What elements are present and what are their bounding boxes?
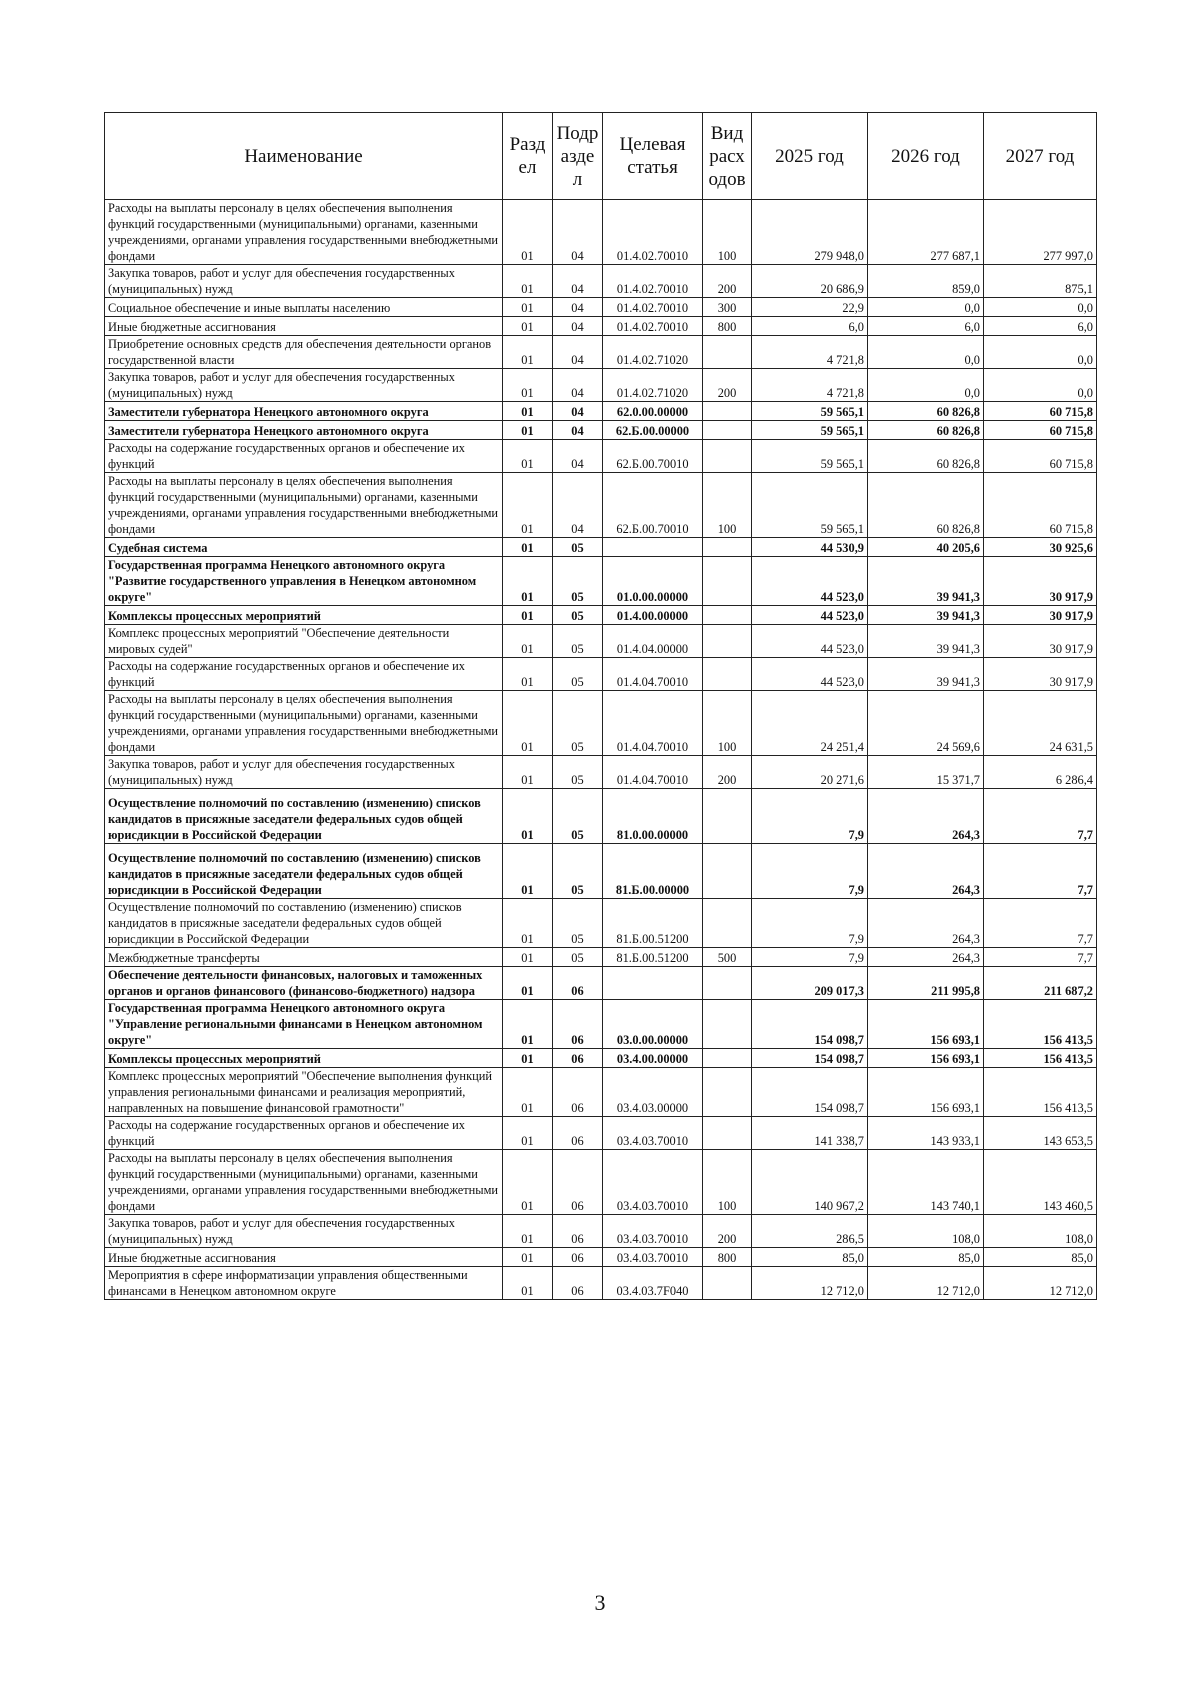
row-expense-type: 300 [703,298,752,317]
row-name: Заместители губернатора Ненецкого автономного округа [105,421,503,440]
table-header-row [105,113,1097,200]
row-name: Иные бюджетные ассигнования [105,317,503,336]
row-target-article: 62.Б.00.00000 [603,421,703,440]
row-value-2027: 60 715,8 [984,473,1097,538]
row-value-2025: 59 565,1 [752,421,868,440]
row-expense-type: 200 [703,265,752,298]
row-name: Закупка товаров, работ и услуг для обеспечения государственных (муниципальных) нужд [105,756,503,789]
row-expense-type [703,1049,752,1068]
row-value-2025: 6,0 [752,317,868,336]
row-section: 01 [503,1068,553,1117]
row-target-article [603,538,703,557]
row-section: 01 [503,789,553,844]
row-name: Межбюджетные трансферты [105,948,503,967]
row-section: 01 [503,298,553,317]
table-row [105,1248,1097,1267]
row-section: 01 [503,1117,553,1150]
row-section: 01 [503,317,553,336]
row-name: Расходы на выплаты персоналу в целях обеспечения выполнения функций государственными (муниципальными) органами, казенными учреждениями, органами управления государственными внебюджетными фондами [105,691,503,756]
row-name: Судебная система [105,538,503,557]
row-value-2026: 859,0 [868,265,984,298]
row-name: Социальное обеспечение и иные выплаты населению [105,298,503,317]
row-value-2027: 60 715,8 [984,421,1097,440]
row-target-article: 01.4.02.70010 [603,200,703,265]
table-row [105,265,1097,298]
row-value-2026: 156 693,1 [868,1068,984,1117]
row-value-2025: 279 948,0 [752,200,868,265]
row-expense-type: 100 [703,691,752,756]
row-value-2026: 39 941,3 [868,658,984,691]
row-value-2025: 12 712,0 [752,1267,868,1300]
row-value-2026: 60 826,8 [868,473,984,538]
row-section: 01 [503,265,553,298]
row-subsection: 04 [553,369,603,402]
header-year-2025: 2025 год [752,113,868,200]
row-name: Мероприятия в сфере информатизации управления общественными финансами в Ненецком автономном округе [105,1267,503,1300]
row-value-2027: 156 413,5 [984,1068,1097,1117]
row-name: Осуществление полномочий по составлению (изменению) списков кандидатов в присяжные заседатели федеральных судов общей юрисдикции в Российской Федерации [105,844,503,899]
row-name: Закупка товаров, работ и услуг для обеспечения государственных (муниципальных) нужд [105,265,503,298]
row-value-2027: 60 715,8 [984,440,1097,473]
row-expense-type [703,967,752,1000]
row-subsection: 05 [553,948,603,967]
row-subsection: 05 [553,658,603,691]
row-section: 01 [503,421,553,440]
row-section: 01 [503,625,553,658]
table-row [105,1000,1097,1049]
table-row [105,369,1097,402]
row-target-article: 81.Б.00.51200 [603,899,703,948]
row-target-article: 01.0.00.00000 [603,557,703,606]
table-row [105,658,1097,691]
row-value-2027: 875,1 [984,265,1097,298]
row-value-2027: 12 712,0 [984,1267,1097,1300]
row-value-2026: 156 693,1 [868,1000,984,1049]
row-name: Закупка товаров, работ и услуг для обеспечения государственных (муниципальных) нужд [105,1215,503,1248]
row-value-2025: 7,9 [752,844,868,899]
table-row [105,1215,1097,1248]
row-value-2025: 4 721,8 [752,369,868,402]
table-body [105,200,1097,1300]
row-subsection: 04 [553,298,603,317]
row-subsection: 06 [553,1000,603,1049]
row-value-2027: 6 286,4 [984,756,1097,789]
row-value-2025: 4 721,8 [752,336,868,369]
row-expense-type [703,1117,752,1150]
row-expense-type [703,899,752,948]
row-target-article: 03.4.03.7F040 [603,1267,703,1300]
row-value-2026: 39 941,3 [868,557,984,606]
header-expense-type: Вид расх одов [703,113,752,200]
row-value-2026: 0,0 [868,336,984,369]
table-row [105,844,1097,899]
row-name: Государственная программа Ненецкого автономного округа "Развитие государственного управления в Ненецком автономном округе" [105,557,503,606]
row-section: 01 [503,1049,553,1068]
row-subsection: 05 [553,538,603,557]
row-target-article: 03.4.03.70010 [603,1117,703,1150]
row-name: Приобретение основных средств для обеспечения деятельности органов государственной власти [105,336,503,369]
row-value-2027: 211 687,2 [984,967,1097,1000]
row-value-2025: 44 523,0 [752,658,868,691]
row-section: 01 [503,440,553,473]
table-row [105,557,1097,606]
row-subsection: 04 [553,265,603,298]
row-subsection: 04 [553,317,603,336]
row-value-2027: 30 917,9 [984,557,1097,606]
row-subsection: 04 [553,402,603,421]
row-value-2026: 0,0 [868,369,984,402]
row-subsection: 06 [553,1068,603,1117]
row-name: Комплексы процессных мероприятий [105,606,503,625]
row-expense-type [703,625,752,658]
table-row [105,200,1097,265]
row-section: 01 [503,844,553,899]
row-subsection: 05 [553,557,603,606]
row-subsection: 05 [553,625,603,658]
row-value-2026: 39 941,3 [868,606,984,625]
table-row [105,1150,1097,1215]
row-value-2025: 20 271,6 [752,756,868,789]
header-subsection: Подр азде л [553,113,603,200]
row-subsection: 05 [553,844,603,899]
row-target-article: 03.4.00.00000 [603,1049,703,1068]
row-name: Заместители губернатора Ненецкого автономного округа [105,402,503,421]
row-value-2025: 209 017,3 [752,967,868,1000]
row-target-article: 01.4.02.70010 [603,265,703,298]
row-subsection: 04 [553,440,603,473]
row-value-2027: 143 460,5 [984,1150,1097,1215]
row-section: 01 [503,538,553,557]
row-name: Осуществление полномочий по составлению (изменению) списков кандидатов в присяжные заседатели федеральных судов общей юрисдикции в Российской Федерации [105,899,503,948]
row-expense-type [703,606,752,625]
row-value-2026: 6,0 [868,317,984,336]
row-value-2027: 30 917,9 [984,625,1097,658]
row-value-2027: 7,7 [984,844,1097,899]
table-row [105,606,1097,625]
row-subsection: 05 [553,691,603,756]
row-section: 01 [503,1248,553,1267]
row-value-2025: 154 098,7 [752,1000,868,1049]
table-row [105,948,1097,967]
row-value-2025: 59 565,1 [752,473,868,538]
row-subsection: 04 [553,473,603,538]
row-target-article: 01.4.04.70010 [603,658,703,691]
header-name: Наименование [105,113,503,200]
header-year-2027: 2027 год [984,113,1097,200]
row-target-article: 62.Б.00.70010 [603,440,703,473]
table-row [105,691,1097,756]
row-value-2025: 44 523,0 [752,557,868,606]
row-subsection: 04 [553,336,603,369]
row-value-2026: 0,0 [868,298,984,317]
row-target-article: 03.4.03.70010 [603,1215,703,1248]
row-section: 01 [503,200,553,265]
row-target-article: 81.Б.00.51200 [603,948,703,967]
row-target-article: 03.4.03.00000 [603,1068,703,1117]
row-target-article: 03.4.03.70010 [603,1248,703,1267]
table-row [105,421,1097,440]
row-value-2026: 277 687,1 [868,200,984,265]
table-row [105,538,1097,557]
row-value-2027: 7,7 [984,948,1097,967]
table-row [105,1068,1097,1117]
row-expense-type [703,421,752,440]
page-number: 3 [594,1590,606,1615]
row-subsection: 06 [553,1267,603,1300]
row-target-article: 01.4.04.70010 [603,691,703,756]
row-value-2025: 141 338,7 [752,1117,868,1150]
row-expense-type: 100 [703,1150,752,1215]
row-section: 01 [503,402,553,421]
row-section: 01 [503,1000,553,1049]
row-value-2026: 12 712,0 [868,1267,984,1300]
row-name: Комплексы процессных мероприятий [105,1049,503,1068]
row-value-2026: 264,3 [868,899,984,948]
row-section: 01 [503,369,553,402]
row-value-2026: 143 740,1 [868,1150,984,1215]
row-value-2027: 0,0 [984,298,1097,317]
row-section: 01 [503,756,553,789]
header-target-article: Целевая статья [603,113,703,200]
row-value-2026: 15 371,7 [868,756,984,789]
row-value-2027: 30 917,9 [984,606,1097,625]
row-value-2027: 30 925,6 [984,538,1097,557]
row-name: Комплекс процессных мероприятий "Обеспечение выполнения функций управления региональными финансами и реализация мероприятий, направленных на повышение финансовой грамотности" [105,1068,503,1117]
row-value-2027: 156 413,5 [984,1000,1097,1049]
row-expense-type: 800 [703,1248,752,1267]
table-row [105,336,1097,369]
row-section: 01 [503,1215,553,1248]
row-name: Расходы на содержание государственных органов и обеспечение их функций [105,1117,503,1150]
row-section: 01 [503,606,553,625]
row-expense-type [703,1267,752,1300]
table-row [105,1267,1097,1300]
row-target-article: 62.Б.00.70010 [603,473,703,538]
row-expense-type [703,1000,752,1049]
row-section: 01 [503,691,553,756]
row-value-2026: 108,0 [868,1215,984,1248]
header-year-2026: 2026 год [868,113,984,200]
row-value-2026: 39 941,3 [868,625,984,658]
row-expense-type [703,440,752,473]
row-name: Расходы на содержание государственных органов и обеспечение их функций [105,440,503,473]
row-section: 01 [503,658,553,691]
row-value-2025: 44 523,0 [752,625,868,658]
row-value-2026: 24 569,6 [868,691,984,756]
row-expense-type [703,538,752,557]
row-expense-type [703,557,752,606]
row-subsection: 05 [553,756,603,789]
row-value-2025: 59 565,1 [752,440,868,473]
row-value-2025: 59 565,1 [752,402,868,421]
row-value-2025: 44 530,9 [752,538,868,557]
row-subsection: 05 [553,789,603,844]
row-subsection: 06 [553,1150,603,1215]
row-expense-type: 200 [703,1215,752,1248]
row-target-article: 01.4.02.70010 [603,317,703,336]
row-value-2025: 85,0 [752,1248,868,1267]
row-value-2027: 24 631,5 [984,691,1097,756]
row-target-article: 01.4.04.00000 [603,625,703,658]
row-value-2026: 143 933,1 [868,1117,984,1150]
row-expense-type: 800 [703,317,752,336]
row-target-article: 01.4.00.00000 [603,606,703,625]
row-name: Иные бюджетные ассигнования [105,1248,503,1267]
table-row [105,899,1097,948]
row-subsection: 05 [553,606,603,625]
row-value-2026: 60 826,8 [868,421,984,440]
row-value-2027: 85,0 [984,1248,1097,1267]
table-row [105,402,1097,421]
row-subsection: 06 [553,967,603,1000]
row-target-article: 01.4.02.71020 [603,336,703,369]
row-name: Осуществление полномочий по составлению (изменению) списков кандидатов в присяжные заседатели федеральных судов общей юрисдикции в Российской Федерации [105,789,503,844]
row-section: 01 [503,473,553,538]
row-subsection: 06 [553,1215,603,1248]
row-name: Закупка товаров, работ и услуг для обеспечения государственных (муниципальных) нужд [105,369,503,402]
row-target-article: 62.0.00.00000 [603,402,703,421]
row-expense-type [703,1068,752,1117]
row-value-2025: 24 251,4 [752,691,868,756]
row-expense-type: 100 [703,200,752,265]
row-name: Обеспечение деятельности финансовых, налоговых и таможенных органов и органов финансового (финансово-бюджетного) надзора [105,967,503,1000]
row-section: 01 [503,1267,553,1300]
row-section: 01 [503,967,553,1000]
row-value-2026: 211 995,8 [868,967,984,1000]
row-value-2025: 154 098,7 [752,1068,868,1117]
row-subsection: 05 [553,899,603,948]
row-value-2026: 60 826,8 [868,402,984,421]
row-value-2026: 264,3 [868,789,984,844]
row-value-2027: 108,0 [984,1215,1097,1248]
row-target-article: 03.4.03.70010 [603,1150,703,1215]
row-target-article: 01.4.02.70010 [603,298,703,317]
row-subsection: 06 [553,1117,603,1150]
row-section: 01 [503,948,553,967]
row-expense-type: 500 [703,948,752,967]
table-row [105,440,1097,473]
row-target-article: 01.4.04.70010 [603,756,703,789]
table-row [105,298,1097,317]
row-expense-type: 200 [703,369,752,402]
row-name: Расходы на выплаты персоналу в целях обеспечения выполнения функций государственными (муниципальными) органами, казенными учреждениями, органами управления государственными внебюджетными фондами [105,1150,503,1215]
row-target-article: 81.0.00.00000 [603,789,703,844]
row-expense-type [703,658,752,691]
row-target-article: 01.4.02.71020 [603,369,703,402]
row-value-2027: 0,0 [984,369,1097,402]
row-name: Расходы на выплаты персоналу в целях обеспечения выполнения функций государственными (муниципальными) органами, казенными учреждениями, органами управления государственными внебюджетными фондами [105,473,503,538]
row-expense-type: 200 [703,756,752,789]
row-value-2025: 7,9 [752,789,868,844]
row-value-2026: 60 826,8 [868,440,984,473]
row-subsection: 06 [553,1248,603,1267]
row-expense-type [703,789,752,844]
row-section: 01 [503,1150,553,1215]
row-value-2026: 40 205,6 [868,538,984,557]
table-row [105,625,1097,658]
row-expense-type: 100 [703,473,752,538]
row-value-2027: 0,0 [984,336,1097,369]
table-row [105,1117,1097,1150]
row-value-2025: 22,9 [752,298,868,317]
table-row [105,756,1097,789]
budget-table [104,112,1097,1300]
row-name: Государственная программа Ненецкого автономного округа "Управление региональными финансами в Ненецком автономном округе" [105,1000,503,1049]
row-target-article: 81.Б.00.00000 [603,844,703,899]
row-subsection: 06 [553,1049,603,1068]
row-name: Расходы на содержание государственных органов и обеспечение их функций [105,658,503,691]
table-row [105,967,1097,1000]
row-value-2027: 30 917,9 [984,658,1097,691]
row-value-2027: 7,7 [984,899,1097,948]
row-value-2025: 140 967,2 [752,1150,868,1215]
row-value-2027: 277 997,0 [984,200,1097,265]
row-value-2026: 156 693,1 [868,1049,984,1068]
row-value-2025: 20 686,9 [752,265,868,298]
row-value-2025: 154 098,7 [752,1049,868,1068]
row-value-2027: 156 413,5 [984,1049,1097,1068]
row-value-2025: 7,9 [752,948,868,967]
row-expense-type [703,402,752,421]
row-value-2025: 286,5 [752,1215,868,1248]
row-section: 01 [503,557,553,606]
row-expense-type [703,844,752,899]
row-value-2025: 44 523,0 [752,606,868,625]
table-row [105,473,1097,538]
header-section: Разд ел [503,113,553,200]
row-value-2025: 7,9 [752,899,868,948]
table-row [105,1049,1097,1068]
row-section: 01 [503,899,553,948]
row-value-2027: 7,7 [984,789,1097,844]
row-expense-type [703,336,752,369]
row-section: 01 [503,336,553,369]
row-value-2026: 264,3 [868,844,984,899]
table-row [105,317,1097,336]
row-value-2026: 85,0 [868,1248,984,1267]
row-subsection: 04 [553,421,603,440]
table-row [105,789,1097,844]
row-name: Расходы на выплаты персоналу в целях обеспечения выполнения функций государственными (муниципальными) органами, казенными учреждениями, органами управления государственными внебюджетными фондами [105,200,503,265]
row-target-article: 03.0.00.00000 [603,1000,703,1049]
row-value-2027: 143 653,5 [984,1117,1097,1150]
row-value-2027: 6,0 [984,317,1097,336]
row-subsection: 04 [553,200,603,265]
row-name: Комплекс процессных мероприятий "Обеспечение деятельности мировых судей" [105,625,503,658]
row-target-article [603,967,703,1000]
row-value-2027: 60 715,8 [984,402,1097,421]
row-value-2026: 264,3 [868,948,984,967]
